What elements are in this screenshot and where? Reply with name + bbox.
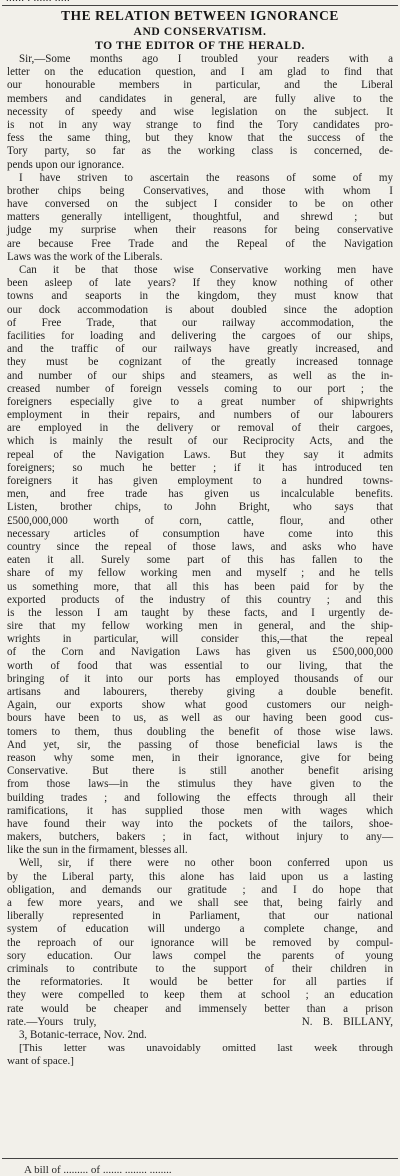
text-line: worth of food that was essential to our living, that the [7,659,393,672]
text-line: £500,000,000 worth of corn, cattle, flour, and other [7,514,393,527]
text-line: want of space.] [7,1055,74,1068]
signature-line: rate.—Yours truly, N. B. BILLANY, [7,1015,393,1028]
text-line: bringing of it into our ports has employed thousands of our [7,672,393,685]
text-line: system of education will undergo a complete change, and [7,923,393,936]
text-line: criminals to contribute to the support of their children in [7,962,393,975]
text-line: eaten it all. Surely some part of this has fallen to the [7,554,393,567]
text-line: artisans and labourers, thereby giving a double benefit. [7,686,393,698]
text-line: building trades ; and following the effects through all their [7,791,393,804]
editor-note [7,1042,393,1068]
cropped-header-text [6,0,70,4]
text-line: foreigners; so much he better ; if it has introduced ten [7,461,393,474]
text-line: Again, our exports show what good customers our neigh- [7,699,393,712]
text-line: have found their way into the pockets of the tailors, shoe- [7,817,393,830]
text-line: our honourable members in particular, and the Liberal [7,79,393,92]
text-line: the reproach of our ignorance will be removed by compul- [7,936,393,949]
paragraph-4 [7,857,393,1028]
paragraph-2 [7,172,393,264]
text-line: they were compelled to keep them at school ; an education [7,989,393,1002]
text-line: is not in any way strange to find the Tory candidates pro- [7,118,393,131]
text-line: letter on the education question, and I am glad to find that [7,66,393,79]
text-line: the reformatories. It would be better for all parties if [7,976,393,989]
top-rule [2,5,398,6]
text-line: foreigners especially give to a great number of shipwrights [7,395,393,408]
text-line: rate would be cheaper and immensely better than a prison [7,1002,393,1015]
text-line: and the traffic of our railways have greatly increased, and [7,343,393,356]
text-line: necessity of speedy and wise legislation on the subject. It [7,105,393,118]
text-line: necessary articles of consumption have come into this [7,527,393,540]
text-line: makers, butchers, bakers ; in fact, without injury to any— [7,831,393,844]
text-line: [This letter was unavoidably omitted last week through [19,1042,393,1055]
address-line: 3, Botanic-terrace, Nov. 2nd. [19,1028,147,1041]
text-line: sory education. Our laws compel the parents of young [7,949,393,962]
text-line: creased number of foreign vessels coming to our port ; the [7,382,393,395]
text-line: a few more years, and we shall see that, being fairly and [7,897,393,909]
text-line: members and candidates in general, are fully alive to the [7,92,393,105]
text-line: Laws was the work of the Liberals. [7,250,163,263]
headline-addressee: TO THE EDITOR OF THE HERALD. [94,39,306,52]
text-line: of Free Trade, that our railway accommodation, the [7,316,393,329]
text-line: Conservative. But there is still another benefit arising [7,765,393,778]
text-line: they must be cognizant of the greatly increased tonnage [7,356,393,369]
text-line: Sir,—Some months ago I troubled your readers with a [19,53,393,65]
text-line: And yet, sir, the passing of those beneficial laws is the [7,738,393,751]
text-line: bours have been to us, as well as our having been good cus- [7,712,393,725]
text-line: liberally represented in Parliament, that our national [7,910,393,923]
text-line: our dock accommodation is about doubled since the adoption [7,303,393,316]
text-line: ramifications, it has supplied those men with wages which [7,804,393,817]
letter-body [7,53,393,1068]
text-line: sire that my fellow working men in general, and the ship- [7,620,393,633]
text-line: of the Corn and Navigation Laws has given us £500,000,000 [7,646,393,659]
text-line: been asleep of late years? If they know nothing of other [7,277,393,290]
text-line: by the Liberal party, this alone has laid upon us a lasting [7,870,393,883]
text-line: Well, sir, if there were no other boon conferred upon us [19,857,393,870]
paragraph-1 [7,53,393,172]
text-line: Can it be that those wise Conservative working men have [19,264,393,276]
text-line: employment in their repairs, and numbers of our labourers [7,409,393,422]
text-line: judge my surprise when their reasons for being conservative [7,224,393,237]
text-line: towns and seaports in the kingdom, they must know that [7,290,393,303]
text-line: repeal of the Navigation Laws. But they say it admits [7,448,393,461]
text-line: pends upon our ignorance. [7,158,125,171]
text-line: which is mainly the result of our Reciprocity Acts, and the [7,435,393,448]
text-line: us something more, that all this has been paid for by the [7,580,393,593]
text-line: like the sun in the firmament, blesses all. [7,844,188,857]
text-line: men, and free trade has given us incalculable benefits. [7,488,393,501]
headline-title: THE RELATION BETWEEN IGNORANCE [61,8,339,23]
text-line: from those laws—in the stimulus they have given to the [7,778,393,791]
text-line: matters generally intelligent, thoughtful, and shrewd ; but [7,211,393,224]
text-line: Listen, brother chips, to John Bright, who says that [7,501,393,514]
text-line: fess the same thing, but they know that the success of the [7,132,393,145]
paragraph-3 [7,264,393,857]
text-line: is the lesson I am taught by these facts, and I urgently de- [7,606,393,619]
text-line: are employed in the delivery or removal of their cargoes, [7,422,393,435]
text-line: obligation, and demands our gratitude ; and I do hope that [7,883,393,896]
text-line: facilities for loading and delivering the cargoes of our ships, [7,329,393,342]
text-line: country since the repeal of those laws, and asks who have [7,540,393,553]
text-line: foreigners it has given employment to a hundred towns- [7,475,393,487]
text-line: wrights in particular, will consider this,—that the repeal [7,633,393,646]
text-line: I have striven to ascertain the reasons of some of my [19,171,393,184]
text-line: have conversed on the subject I consider to be on other [7,198,393,211]
headline-subtitle: AND CONSERVATISM. [133,25,267,38]
text-line: and number of our ships and steamers, as well as the in- [7,369,393,382]
text-line: tomers to them, thus doubling the benefit of those wise laws. [7,725,393,738]
text-line: Tory party, so far as the working class is concerned, de- [7,145,393,158]
text-line: are because Free Trade and the Repeal of the Navigation [7,237,393,250]
cropped-next-article-text: A bill of ......... of ....... ........ ........ [24,1164,172,1176]
text-line: brother chips being Conservatives, and those with whom I [7,184,393,197]
bottom-rule [2,1158,398,1159]
text-line: reason why some men, in their ignorance, give for being [7,751,393,764]
text-line: share of my fellow working men and myself ; and he tells [7,567,393,580]
text-line: exported products of the industry of this country ; and this [7,593,393,606]
